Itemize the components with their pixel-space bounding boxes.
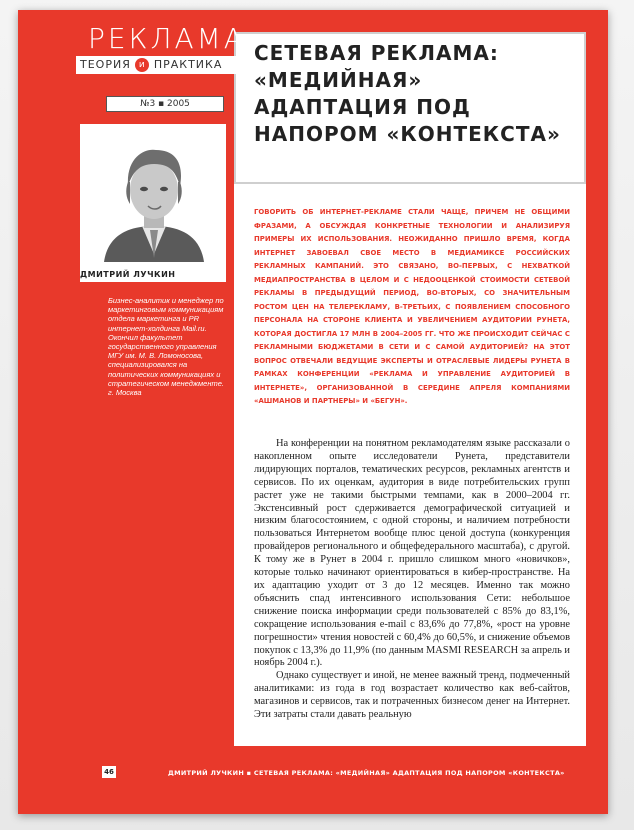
page-number: 46 [102, 766, 116, 778]
bottom-red-band [18, 746, 608, 814]
logo-subtitle-right: ПРАКТИКА [153, 58, 223, 71]
author-bio: Бизнес-аналитик и менеджер по маркетинговым коммуникациям отдела маркетинга и PR интернет-холдинга Mail.ru. Окончил факультет государственного управления МГУ им. М. В. Ломоносова, специализировался на политических коммуникациях и стратегическом менеджменте. г. Москва [108, 296, 224, 398]
magazine-logo [70, 24, 246, 76]
body-paragraph: Однако существует и иной, не менее важный тренд, подмеченный аналитиками: из года в год возрастает количество как веб-сайтов, магазинов и сервисов, так и потраченных бизнесом денег на Интернет. Эти затраты стали давать реальную [254, 670, 570, 721]
body-paragraph: На конференции на понятном рекламодателям языке рассказали о накопленном опыте исследователи Рунета, представители лидирующих порталов, тематических ресурсов, рекламных агентств и сервисов. По их оценкам, аудитория в виде потребительских групп растет уже не такими быстрыми темпами, как в 2000–2004 гг. Экстенсивный рост сдерживается демографической ситуацией и низким благосостоянием, с одной стороны, и наличием потребности пользоваться Интернетом вообще плюс ценой доступа (конкуренция провайдеров регионального и общефедерального масштаба), с другой. К тому же в Рунет в 2004 г. пришло слишком много «новичков», которые только начинают ориентироваться в кибер-пространстве. На их адаптацию уходит от 3 до 12 месяцев. Именно так можно объяснить спад интенсивного использования Сети: небольшое снижение поиска информации среди пользователей с 85% до 83,1%, сокращение использования e-mail с 83,6% до 77,8%, «рост на уровне погрешности» чтения новостей с 60,4% до 60,5%, и снижение объемов покупок с 13,3% до 11,9% (по данным MASMI RESEARCH за апрель и ноябрь 2004 г.). [254, 438, 570, 669]
right-red-band [586, 10, 608, 814]
logo-title: РЕКЛАМА [88, 22, 246, 55]
issue-label: №3 ▪ 2005 [106, 96, 224, 112]
magazine-page [18, 10, 608, 814]
article-body [254, 438, 570, 722]
author-name: ДМИТРИЙ ЛУЧКИН [80, 268, 226, 282]
logo-amp-badge: и [135, 58, 149, 72]
author-photo [90, 134, 218, 262]
article-lead: ГОВОРИТЬ ОБ ИНТЕРНЕТ-РЕКЛАМЕ СТАЛИ ЧАЩЕ, ПРИЧЕМ НЕ ОБЩИМИ ФРАЗАМИ, А ОБСУЖДАЯ КОНКРЕТНЫЕ ТЕХНОЛОГИИ И АНАЛИЗИРУЯ ПРИМЕРЫ ИХ ИСПОЛЬЗОВАНИЯ. НЕОЖИДАННО ПРИШЛО ВРЕМЯ, КОГДА ИНТЕРНЕТ ЗАВОЕВАЛ СВОЕ МЕСТО В МЕДИАМИКСЕ РОССИЙСКИХ РЕКЛАМНЫХ КАМПАНИЙ. ЭТО СВЯЗАНО, ВО-ПЕРВЫХ, С НЕХВАТКОЙ МЕДИАПРОСТРАНСТВА В ЦЕЛОМ И С НЕДООЦЕНКОЙ СТОИМОСТИ СЕТЕВОЙ РЕКЛАМЫ В ПРЕДЫДУЩИЙ ПЕРИОД, ВО-ВТОРЫХ, СО ЗНАЧИТЕЛЬНЫМ РОСТОМ ЦЕН НА ТЕЛЕРЕКЛАМУ, В-ТРЕТЬИХ, С ПОЯВЛЕНИЕМ СПОСОБНОГО ПЕРСОНАЛА НА СТОРОНЕ КЛИЕНТА И УВЕЛИЧЕНИЕМ АУДИТОРИИ РУНЕТА, КОТОРАЯ ДОСТИГЛА 17 МЛН В 2004–2005 ГГ. ЧТО ЖЕ ПРОИСХОДИТ СЕЙЧАС С РЕКЛАМНЫМИ БЮДЖЕТАМИ В СЕТИ И С САМОЙ АУДИТОРИЕЙ? НА ЭТОТ ВОПРОС ОТВЕЧАЛИ ВЕДУЩИЕ ЭКСПЕРТЫ И ОТРАСЛЕВЫЕ ЛИДЕРЫ РУНЕТА В РАМКАХ КОНФЕРЕНЦИИ «РЕКЛАМА И УПРАВЛЕНИЕ АУДИТОРИЕЙ В ИНТЕРНЕТЕ», ОРГАНИЗОВАННОЙ В СЕРЕДИНЕ АПРЕЛЯ КОМПАНИЯМИ «АШМАНОВ И ПАРТНЕРЫ» И «БЕГУН». [254, 208, 570, 405]
running-footer: ДМИТРИЙ ЛУЧКИН ▪ СЕТЕВАЯ РЕКЛАМА: «МЕДИЙНАЯ» АДАПТАЦИЯ ПОД НАПОРОМ «КОНТЕКСТА» [168, 769, 565, 777]
logo-subtitle [80, 56, 246, 74]
article-title: СЕТЕВАЯ РЕКЛАМА: «МЕДИЙНАЯ» АДАПТАЦИЯ ПОД НАПОРОМ «КОНТЕКСТА» [254, 41, 561, 146]
logo-subtitle-left: ТЕОРИЯ [80, 58, 131, 71]
author-portrait-image [90, 134, 218, 262]
